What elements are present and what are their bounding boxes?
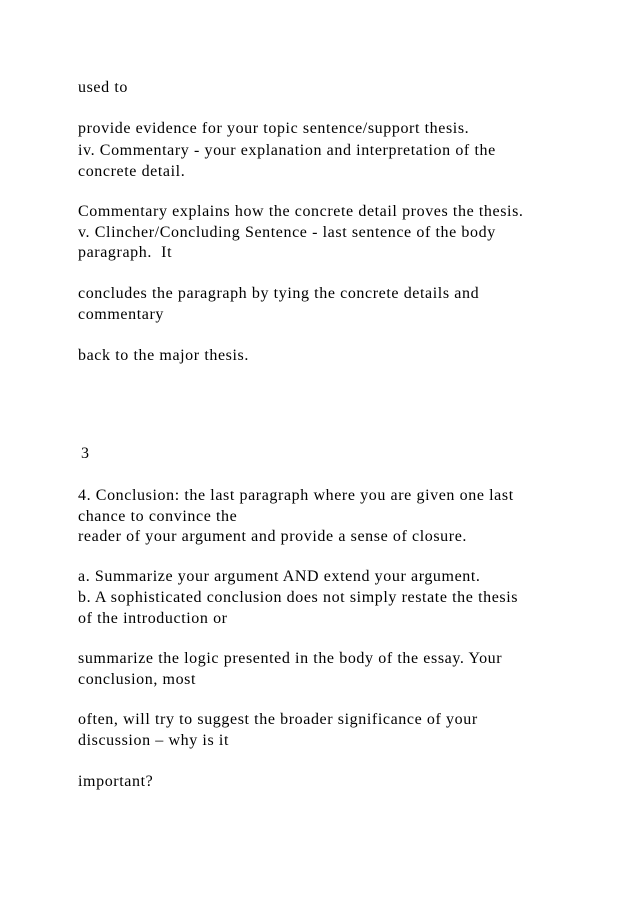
text-line: summarize the logic presented in the body of the essay. Your xyxy=(78,650,503,667)
page-number: 3 xyxy=(81,445,90,462)
text-line: 4. Conclusion: the last paragraph where you are given one last xyxy=(78,487,514,504)
text-line: reader of your argument and provide a sense of closure. xyxy=(78,528,468,545)
text-line: of the introduction or xyxy=(78,610,228,627)
text-line: concrete detail. xyxy=(78,163,186,180)
text-line: used to xyxy=(78,79,128,96)
text-line: commentary xyxy=(78,306,164,323)
text-line: a. Summarize your argument AND extend your argument. xyxy=(78,568,481,585)
text-line: concludes the paragraph by tying the concrete details and xyxy=(78,285,480,302)
text-line: provide evidence for your topic sentence/support thesis. xyxy=(78,120,470,137)
text-line: often, will try to suggest the broader significance of your xyxy=(78,711,478,728)
text-line: back to the major thesis. xyxy=(78,347,249,364)
text-line: v. Clincher/Concluding Sentence - last sentence of the body xyxy=(78,224,496,241)
text-line: discussion – why is it xyxy=(78,732,229,749)
text-line: conclusion, most xyxy=(78,671,197,688)
text-line: important? xyxy=(78,773,154,790)
text-line: iv. Commentary - your explanation and interpretation of the xyxy=(78,142,496,159)
text-line: b. A sophisticated conclusion does not simply restate the thesis xyxy=(78,589,519,606)
text-line: chance to convince the xyxy=(78,508,238,525)
text-line: Commentary explains how the concrete detail proves the thesis. xyxy=(78,203,524,220)
text-line: paragraph. It xyxy=(78,244,173,261)
